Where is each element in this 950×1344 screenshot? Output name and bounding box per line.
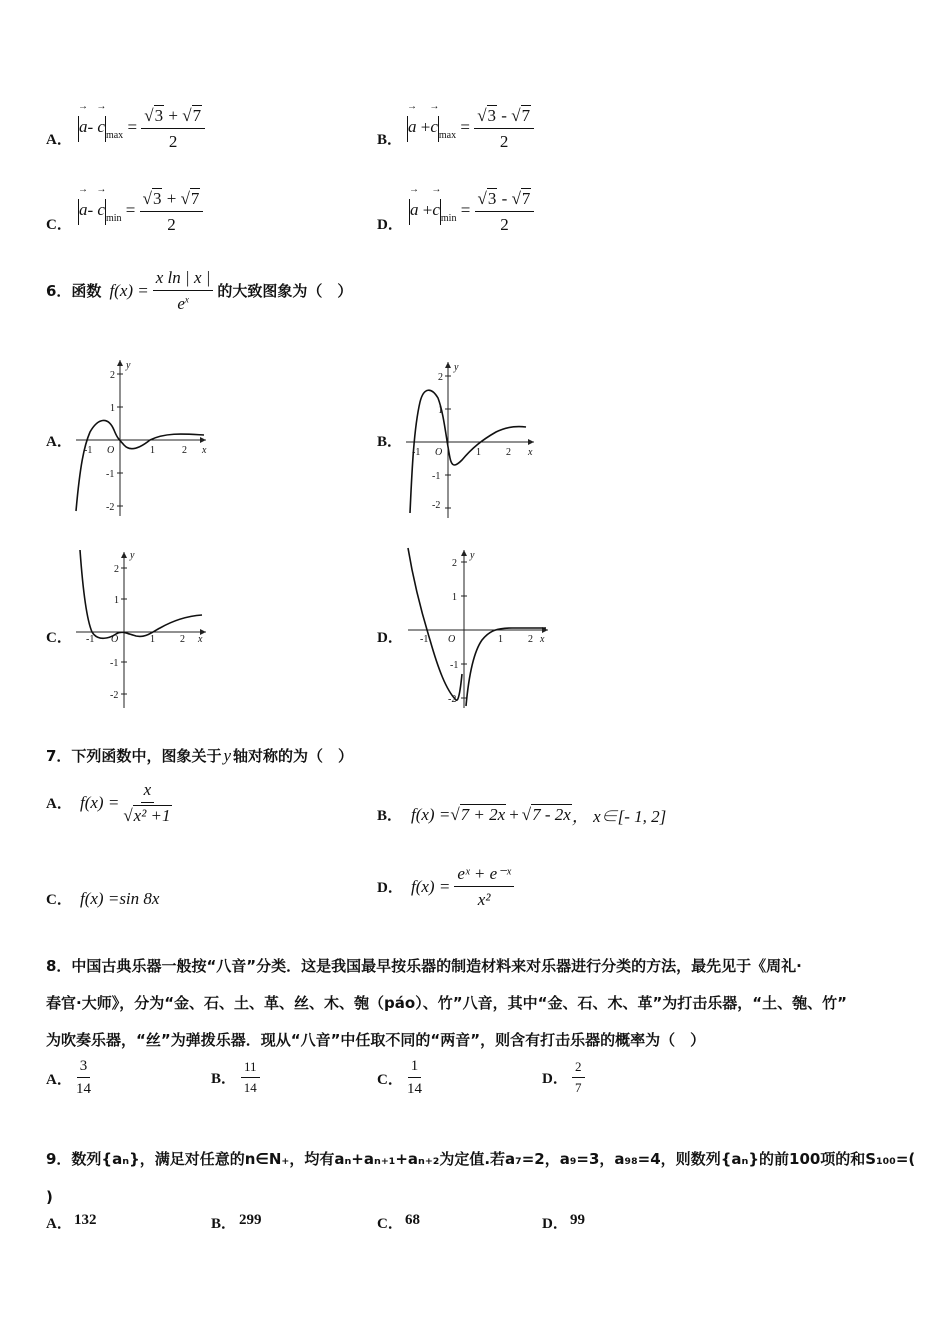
q8-stem: 8．中国古典乐器一般按“八音”分类．这是我国最早按乐器的制造材料来对乐器进行分类的方法，最先见于《周礼· 春官·大师》，分为“金、石、土、革、丝、木、匏（páo）、竹”八音，其中“金、石、木、革”为打击乐器，“土、匏、竹” 为吹奏乐器，“丝”为弹拨乐器．现从“八音”中任取不同的“两音”，则含有打击乐器的概率为（ ） (46, 957, 848, 1049)
svg-text:-2: -2 (432, 500, 441, 511)
svg-text:y: y (470, 550, 475, 561)
svg-text:-1: -1 (110, 658, 119, 669)
svg-text:x: x (202, 445, 207, 456)
svg-text:x: x (198, 634, 203, 645)
option-label: B． (377, 434, 403, 450)
function-lhs: f(x) = (109, 280, 149, 300)
svg-text:2: 2 (438, 372, 443, 383)
svg-text:2: 2 (528, 634, 533, 645)
option-label: A． (46, 796, 72, 813)
q9-option-a (46, 1212, 97, 1233)
option-label: A． (46, 434, 72, 450)
svg-text:x: x (540, 634, 545, 645)
svg-text:-1: -1 (106, 469, 115, 480)
svg-text:1: 1 (150, 445, 155, 456)
option-label: A． (46, 1071, 72, 1088)
option-label: C． (46, 630, 72, 646)
q9-option-b (211, 1212, 262, 1233)
svg-text:-1: -1 (412, 447, 421, 458)
q7-stem: 7．下列函数中，图象关于 y 轴对称的为（ ） (46, 745, 354, 765)
svg-text:-2: -2 (110, 690, 119, 701)
option-label: C． (377, 1071, 403, 1088)
graph-d (402, 544, 552, 710)
svg-text:-1: -1 (420, 634, 429, 645)
svg-text:y: y (130, 550, 135, 561)
svg-text:1: 1 (110, 403, 115, 414)
svg-text:2: 2 (114, 564, 119, 575)
option-label: D． (377, 630, 403, 646)
q8-option-b: B． $\frac{11}{14}$ (211, 1060, 260, 1096)
svg-text:1: 1 (114, 595, 119, 606)
question-tail: 的大致图象为（ ） (217, 282, 353, 301)
option-label: D． (542, 1216, 568, 1232)
option-label: C． (46, 217, 72, 233)
svg-text:-1: -1 (84, 445, 93, 456)
svg-text:O: O (448, 634, 456, 645)
q7-option-d: D． f(x) = $\frac{\text{eˣ + e⁻ˣ}}{\text{x²}}$ (377, 864, 514, 909)
graph-c (70, 548, 210, 710)
svg-text:2: 2 (452, 558, 457, 569)
q8-option-c: C． $\frac{1}{14}$ (377, 1058, 422, 1098)
option-label: B． (211, 1071, 237, 1088)
option-label: C． (377, 1216, 403, 1232)
q7-option-c: C． f(x) =sin 8x (46, 888, 160, 908)
svg-text:2: 2 (506, 447, 511, 458)
q9-stem: 9．数列{aₙ}，满足对任意的n∈N₊，均有aₙ+aₙ₊₁+aₙ₊₂为定值.若a₇=2，a₉=3，a₉₈=4，则数列{aₙ}的前100项的和S₁₀₀=( ) (46, 1150, 916, 1206)
svg-text:1: 1 (476, 447, 481, 458)
svg-text:1: 1 (452, 592, 457, 603)
svg-text:x: x (528, 447, 533, 458)
question-number: 6．函数 (46, 282, 102, 301)
option-label: B． (211, 1216, 237, 1232)
option-value: 299 (239, 1212, 262, 1228)
q9-option-d (542, 1212, 585, 1233)
option-label: B． (377, 808, 403, 824)
svg-text:-1: -1 (450, 660, 459, 671)
q7-option-b: B． f(x) = √7 + 2x + √7 - 2x ， x∈[- 1, 2] (377, 804, 667, 826)
option-value: 68 (405, 1212, 420, 1228)
svg-text:y: y (126, 360, 131, 371)
option-label: A． (46, 1216, 72, 1232)
q8-option-d: D． $\frac{2}{7}$ (542, 1060, 585, 1096)
svg-text:-1: -1 (432, 471, 441, 482)
option-label: A． (46, 132, 72, 148)
function-fraction: $\frac{\text{x ln | x |}}{e^x}$ (153, 268, 214, 313)
option-label: B． (377, 132, 403, 148)
option-label: D． (542, 1071, 568, 1088)
option-value: 99 (570, 1212, 585, 1228)
option-label: D． (377, 217, 403, 233)
svg-text:2: 2 (182, 445, 187, 456)
option-value: 132 (74, 1212, 97, 1228)
svg-text:2: 2 (180, 634, 185, 645)
svg-text:O: O (435, 447, 443, 458)
graph-a (70, 356, 210, 518)
svg-text:O: O (111, 634, 119, 645)
svg-text:-2: -2 (106, 502, 115, 513)
svg-text:1: 1 (150, 634, 155, 645)
q7-option-a: A． f(x) = $\frac{x}{\text{√x² +1}}$ (46, 780, 171, 825)
option-label: C． (46, 892, 72, 908)
q6-stem (46, 268, 352, 313)
svg-text:-1: -1 (86, 634, 95, 645)
graph-b (402, 358, 542, 520)
q8-option-a: A． $\frac{3}{14}$ (46, 1058, 91, 1098)
svg-text:y: y (454, 362, 459, 373)
svg-text:1: 1 (438, 405, 443, 416)
svg-text:2: 2 (110, 370, 115, 381)
option-label: D． (377, 880, 403, 897)
svg-text:-2: -2 (448, 694, 457, 705)
q9-option-c (377, 1212, 420, 1233)
svg-text:1: 1 (498, 634, 503, 645)
svg-text:O: O (107, 445, 115, 456)
